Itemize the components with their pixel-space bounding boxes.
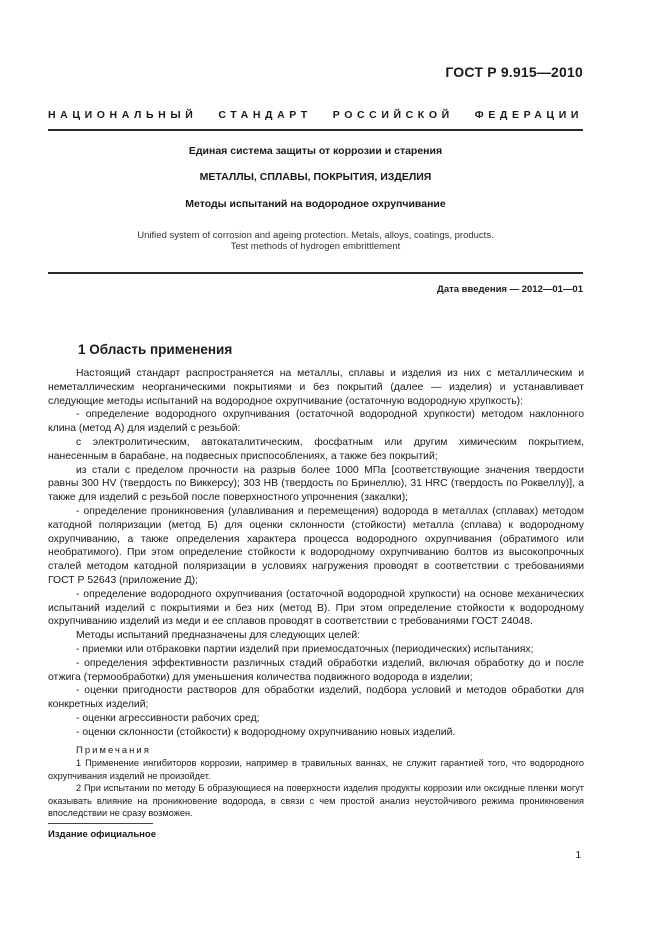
banner-word: СТАНДАРТ <box>218 109 312 121</box>
publication-label: Издание официальное <box>48 829 156 840</box>
national-standard-banner <box>48 109 583 121</box>
subject-title: МЕТАЛЛЫ, СПЛАВЫ, ПОКРЫТИЯ, ИЗДЕЛИЯ <box>199 171 432 183</box>
english-title <box>48 230 583 252</box>
paragraph: - оценки склонности (стойкости) к водородному охрупчиванию новых изделий. <box>76 726 456 738</box>
title-divider <box>48 272 583 274</box>
top-divider <box>48 129 583 131</box>
paragraph: - определение водородного охрупчивания (остаточной водородной хрупкости) на основе механических испытаний изделий с покрытиями и без них (метод В). При этом определение стойкости к водородному охрупчиванию изделий из меди и ее сплавов проводят в соответствии с требованиями ГОСТ 24048. <box>48 588 584 628</box>
banner-word: НАЦИОНАЛЬНЫЙ <box>48 109 198 121</box>
paragraph: - приемки или отбраковки партии изделий при приемосдаточных (периодических) испытаниях; <box>76 643 534 655</box>
publication-divider <box>48 823 153 824</box>
section-heading: 1 Область применения <box>78 342 233 357</box>
banner-word: РОССИЙСКОЙ <box>332 109 454 121</box>
paragraph: с электролитическим, автокаталитическим, фосфатным или другим химическим покрытием, нанесенным в барабане, на подвесных приспособлениях, а также без покрытий; <box>48 436 584 462</box>
note: 1 Применение ингибиторов коррозии, например в травильных ваннах, не служит гарантией того, что водородного охрупчивания изделий не произойдет. <box>48 758 584 781</box>
paragraph: Настоящий стандарт распространяется на металлы, сплавы и изделия из них с металлическим и неметаллическим неорганическими покрытиями и без покрытий (далее — изделия) и устанавливает следующие методы испытаний на водородное охрупчивание (остаточную водородную хрупкость): <box>48 368 584 407</box>
paragraph: - определения эффективности различных стадий обработки изделий, включая обработку до и после отжига (термообработки) для уменьшения количества подвижного водорода в изделии; <box>48 657 584 683</box>
english-title-line2: Test methods of hydrogen embrittlement <box>230 241 401 252</box>
paragraph: - определение водородного охрупчивания (остаточной водородной хрупкости) методом наклонного клина (метод А) для изделий с резьбой: <box>48 409 584 435</box>
paragraph: - оценки пригодности растворов для обработки изделий, подбора условий и методов обработки для конкретных изделий; <box>48 685 584 711</box>
banner-word: ФЕДЕРАЦИИ <box>474 109 583 121</box>
introduction-date: Дата введения — 2012—01—01 <box>437 284 583 295</box>
methods-title: Методы испытаний на водородное охрупчивание <box>185 198 446 210</box>
section-body <box>48 367 584 820</box>
english-title-line1: Unified system of corrosion and ageing protection. Metals, alloys, coatings, products. <box>137 230 494 241</box>
paragraph: - оценки агрессивности рабочих сред; <box>76 712 260 724</box>
document-code: ГОСТ Р 9.915—2010 <box>445 64 583 80</box>
paragraph: из стали с пределом прочности на разрыв более 1000 МПа [соответствующие значения твердости равны 300 HV (твердость по Виккерсу); 303 НВ (твердость по Бринеллю), 31 HRC (твердость по Роквеллу)], а также для изделий с резьбой после поверхностного упрочнения (закалки); <box>48 464 584 504</box>
page-number: 1 <box>575 850 581 861</box>
system-title: Единая система защиты от коррозии и старения <box>188 145 443 157</box>
paragraph: Методы испытаний предназначены для следующих целей: <box>76 630 361 642</box>
note: 2 При испытании по методу Б образующиеся на поверхности изделия продукты коррозии или оксидные пленки могут оказывать влияние на проникновение водорода, в связи с чем простой анализ неустойчивого режима проникновения впоследствии не сразу возможен. <box>48 783 584 819</box>
notes-title: Примечания <box>76 744 151 756</box>
paragraph: - определение проникновения (улавливания и перемещения) водорода в металлах (сплавах) методом катодной поляризации (метод Б) для оценки склонности (стойкости) металла (сплава) к водородному охрупчиванию, а также определения характера процесса водородного охрупчивания (обратимого или необратимого). При этом определение стойкости к водородному охрупчиванию болтов из высокопрочных сталей методом катодной поляризации в условиях нагружения проводят в соответствии с требованиями ГОСТ Р 52643 (приложение Д); <box>48 505 584 586</box>
